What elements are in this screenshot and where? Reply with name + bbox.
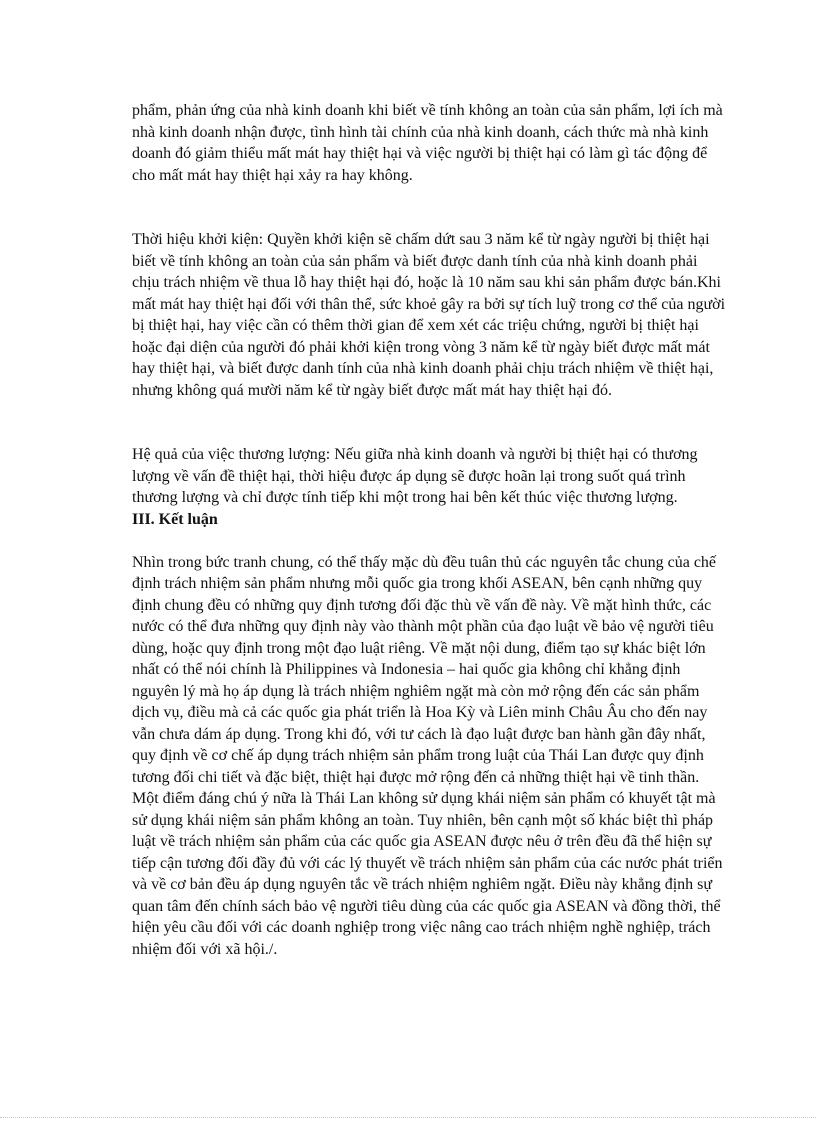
- paragraph-negotiation-effect: Hệ quả của việc thương lượng: Nếu giữa nhà kinh doanh và người bị thiệt hại có thương lượng về vấn đề thiệt hại, thời hiệu được áp dụng sẽ được hoãn lại trong suốt quá trình thương lượng và chỉ được tính tiếp khi một trong hai bên kết thúc việc thương lượng.: [132, 446, 698, 506]
- paragraph-damage-factors: phẩm, phản ứng của nhà kinh doanh khi biết về tính không an toàn của sản phẩm, lợi ích mà nhà kinh doanh nhận được, tình hình tài chính của nhà kinh doanh, cách thức mà nhà kinh doanh đó giảm thiểu mất mát hay thiệt hại và việc người bị thiệt hại có làm gì tác động để cho mất mát hay thiệt hại xảy ra hay không.: [132, 102, 723, 184]
- page-bottom-divider: [0, 1117, 816, 1118]
- page-content: [132, 100, 727, 960]
- section-heading-conclusion: III. Kết luận: [132, 510, 218, 528]
- paragraph-limitation-period: Thời hiệu khởi kiện: Quyền khởi kiện sẽ chấm dứt sau 3 năm kể từ ngày người bị thiệt hại biết về tính không an toàn của sản phẩm và biết được danh tính của nhà kinh doanh phải chịu trách nhiệm về thua lỗ hay thiệt hại đó, hoặc là 10 năm sau khi sản phẩm được bán.Khi mất mát hay thiệt hại đối với thân thể, sức khoẻ gây ra bởi sự tích luỹ trong cơ thể của người bị thiệt hại, hay việc cần có thêm thời gian để xem xét các triệu chứng, người bị thiệt hại hoặc đại diện của người đó phải khởi kiện trong vòng 3 năm kể từ ngày biết được mất mát hay thiệt hại, và biết được danh tính của nhà kinh doanh phải chịu trách nhiệm về thiệt hại, nhưng không quá mười năm kể từ ngày biết được mất mát hay thiệt hại đó.: [132, 231, 726, 399]
- paragraph-conclusion: Nhìn trong bức tranh chung, có thể thấy mặc dù đều tuân thủ các nguyên tắc chung của chế định trách nhiệm sản phẩm nhưng mỗi quốc gia trong khối ASEAN, bên cạnh những quy định chung đều có những quy định tương đối đặc thù về vấn đề này. Về mặt hình thức, các nước có thể đưa những quy định này vào thành một phần của đạo luật về bảo vệ người tiêu dùng, hoặc quy định trong một đạo luật riêng. Về mặt nội dung, điểm tạo sự khác biệt lớn nhất có thể nói chính là Philippines và Indonesia – hai quốc gia không chỉ khẳng định nguyên lý mà họ áp dụng là trách nhiệm nghiêm ngặt mà còn mở rộng đến các sản phẩm dịch vụ, điều mà cả các quốc gia phát triển là Hoa Kỳ và Liên minh Châu Âu cho đến nay vẫn chưa dám áp dụng. Trong khi đó, với tư cách là đạo luật được ban hành gần đây nhất, quy định về cơ chế áp dụng trách nhiệm sản phẩm trong luật của Thái Lan được quy định tương đối chi tiết và đặc biệt, thiệt hại được mở rộng đến cả những thiệt hại về tinh thần. Một điểm đáng chú ý nữa là Thái Lan không sử dụng khái niệm sản phẩm có khuyết tật mà sử dụng khái niệm sản phẩm không an toàn. Tuy nhiên, bên cạnh một số khác biệt thì pháp luật về trách nhiệm sản phẩm của các quốc gia ASEAN được nêu ở trên đều đã thể hiện sự tiếp cận tương đối đầy đủ với các lý thuyết về trách nhiệm sản phẩm của các nước phát triển và về cơ bản đều áp dụng nguyên tắc về trách nhiệm nghiêm ngặt. Điều này khẳng định sự quan tâm đến chính sách bảo vệ người tiêu dùng của các quốc gia ASEAN và đồng thời, thể hiện yêu cầu đối với các doanh nghiệp trong việc nâng cao trách nhiệm nghề nghiệp, trách nhiệm đối với xã hội./.: [132, 553, 723, 958]
